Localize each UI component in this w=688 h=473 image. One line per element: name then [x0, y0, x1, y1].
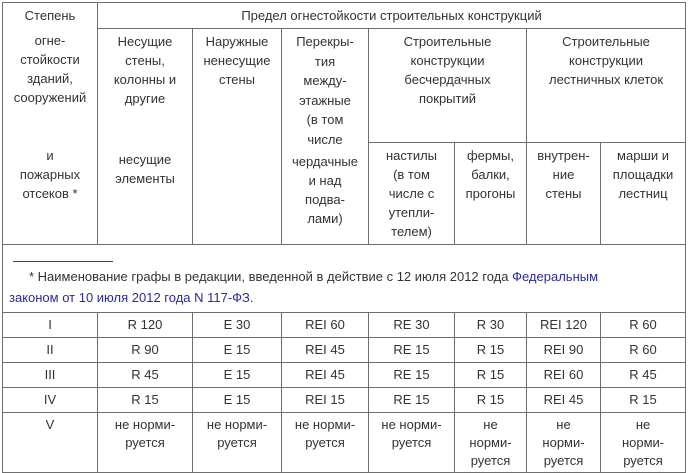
- value-cell: R 15: [455, 338, 527, 363]
- roofless-constructions-header: Строительные конструкции бесчердачных покрытий: [369, 29, 527, 143]
- value-cell: R 15: [98, 388, 193, 413]
- value-cell: E 30: [193, 313, 282, 338]
- table-row: [3, 413, 686, 473]
- degree-header-top: Степень: [24, 8, 76, 23]
- value-cell: R 60: [601, 338, 686, 363]
- value-cell: не норми- руется: [98, 413, 193, 473]
- value-cell: R 120: [98, 313, 193, 338]
- value-cell: REI 60: [527, 363, 601, 388]
- degree-cell: V: [3, 413, 98, 473]
- table-row: [3, 363, 686, 388]
- value-cell: RE 30: [369, 313, 455, 338]
- internal-walls-header: внутрен- ние стены: [527, 142, 601, 244]
- footnote-divider: [13, 261, 113, 262]
- value-cell: R 15: [455, 363, 527, 388]
- value-cell: REI 45: [282, 338, 369, 363]
- value-cell: E 15: [193, 338, 282, 363]
- value-cell: не норми- руется: [601, 413, 686, 473]
- value-cell: R 30: [455, 313, 527, 338]
- value-cell: REI 15: [282, 388, 369, 413]
- value-cell: E 15: [193, 388, 282, 413]
- value-cell: R 60: [601, 313, 686, 338]
- footnote-text: * Наименование графы в редакции, введенной в действие с 12 июля 2012 года Федеральным законом от 10 июля 2012 года N 117-ФЗ.: [9, 269, 599, 305]
- value-cell: REI 120: [527, 313, 601, 338]
- trusses-header: фермы, балки, прогоны: [455, 142, 527, 244]
- value-cell: REI 45: [527, 388, 601, 413]
- degree-cell: I: [3, 313, 98, 338]
- value-cell: RE 15: [369, 363, 455, 388]
- degree-header-bottom: и пожарных отсеков *: [19, 148, 81, 201]
- degree-cell: III: [3, 363, 98, 388]
- table-row: [3, 313, 686, 338]
- table-row: [3, 388, 686, 413]
- degree-column-header: [3, 3, 98, 245]
- federal-law-link[interactable]: Федеральным законом от 10 июля 2012 года N 117-ФЗ: [9, 269, 599, 305]
- value-cell: R 90: [98, 338, 193, 363]
- degree-cell: IV: [3, 388, 98, 413]
- fire-resistance-table: [2, 2, 686, 473]
- value-cell: REI 60: [282, 313, 369, 338]
- value-cell: REI 45: [282, 363, 369, 388]
- stairwell-constructions-header: Строительные конструкции лестничных клеток: [527, 29, 686, 143]
- external-walls-header: Наружные ненесущие стены: [193, 29, 282, 245]
- value-cell: RE 15: [369, 338, 455, 363]
- value-cell: не норми- руется: [369, 413, 455, 473]
- value-cell: REI 90: [527, 338, 601, 363]
- value-cell: не норми- руется: [527, 413, 601, 473]
- floors-header: Перекры- тия между- этажные (в том числе чердачные и над подва- лами): [282, 29, 369, 245]
- value-cell: не норми- руется: [282, 413, 369, 473]
- table-row: [3, 338, 686, 363]
- value-cell: R 15: [455, 388, 527, 413]
- value-cell: R 45: [601, 363, 686, 388]
- degree-cell: II: [3, 338, 98, 363]
- degree-header-mid: огне- стойкости зданий, сооружений: [13, 33, 87, 105]
- value-cell: R 15: [601, 388, 686, 413]
- value-cell: не норми- руется: [193, 413, 282, 473]
- value-cell: R 45: [98, 363, 193, 388]
- stair-flights-header: марши и площадки лестниц: [601, 142, 686, 244]
- footnote-cell: [3, 245, 686, 313]
- fire-resistance-limit-title: Предел огнестойкости строительных конструкций: [98, 3, 686, 29]
- decking-header: настилы (в том числе с утепли- телем): [369, 142, 455, 244]
- load-bearing-header: Несущие стены, колонны и другие несущие элементы: [98, 29, 193, 245]
- value-cell: E 15: [193, 363, 282, 388]
- value-cell: не норми- руется: [455, 413, 527, 473]
- value-cell: RE 15: [369, 388, 455, 413]
